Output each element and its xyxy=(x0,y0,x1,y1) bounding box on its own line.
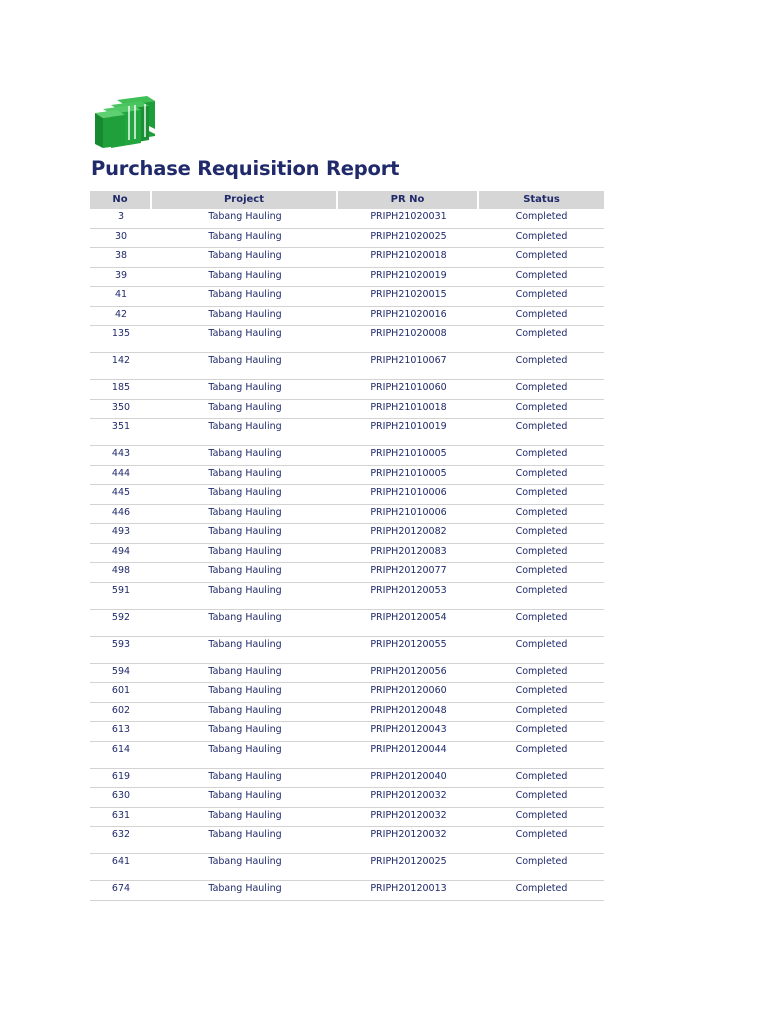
table-cell-no: 493 xyxy=(111,526,131,537)
table-cell-project: Tabang Hauling xyxy=(208,856,282,867)
table-cell-no: 630 xyxy=(111,790,131,801)
table-row xyxy=(90,664,604,684)
table-cell-no: 601 xyxy=(111,685,131,696)
table-cell-pr-no: PRIPH20120082 xyxy=(370,526,447,537)
table-cell-pr-no: PRIPH20120054 xyxy=(370,611,447,623)
table-row xyxy=(90,326,604,353)
table-cell-pr-no: PRIPH20120060 xyxy=(370,685,447,696)
table-cell-project: Tabang Hauling xyxy=(208,421,282,432)
table-cell-pr-no: PRIPH21020031 xyxy=(370,211,447,222)
table-cell-status: Completed xyxy=(515,611,568,623)
table-row xyxy=(90,808,604,828)
table-cell-no: 592 xyxy=(111,611,131,623)
table-row xyxy=(90,307,604,327)
table-cell-pr-no: PRIPH20120025 xyxy=(370,856,447,867)
table-cell-project: Tabang Hauling xyxy=(208,829,282,840)
column-header-no: No xyxy=(90,191,152,209)
column-header-status: Status xyxy=(479,191,604,209)
table-row xyxy=(90,769,604,789)
table-cell-no: 641 xyxy=(111,856,131,867)
table-cell-pr-no: PRIPH20120032 xyxy=(370,809,447,821)
table-cell-pr-no: PRIPH20120053 xyxy=(370,584,447,596)
table-cell-project: Tabang Hauling xyxy=(208,269,282,281)
table-cell-status: Completed xyxy=(515,328,568,339)
table-cell-no: 602 xyxy=(111,704,131,716)
table-cell-status: Completed xyxy=(515,250,568,261)
table-cell-project: Tabang Hauling xyxy=(208,401,282,413)
table-cell-pr-no: PRIPH20120048 xyxy=(370,704,447,716)
table-cell-pr-no: PRIPH20120032 xyxy=(370,829,447,840)
table-row xyxy=(90,505,604,525)
table-cell-no: 30 xyxy=(114,230,128,242)
table-cell-project: Tabang Hauling xyxy=(208,809,282,821)
table-cell-no: 185 xyxy=(111,382,131,393)
table-cell-project: Tabang Hauling xyxy=(208,790,282,801)
table-cell-project: Tabang Hauling xyxy=(208,704,282,716)
table-cell-status: Completed xyxy=(515,269,568,281)
table-cell-status: Completed xyxy=(515,467,568,479)
table-row xyxy=(90,583,604,610)
table-cell-no: 674 xyxy=(111,883,131,894)
table-cell-no: 42 xyxy=(114,308,128,320)
table-cell-status: Completed xyxy=(515,230,568,242)
table-cell-no: 445 xyxy=(111,487,131,498)
table-row xyxy=(90,466,604,486)
table-cell-no: 39 xyxy=(114,269,128,281)
table-cell-no: 613 xyxy=(111,724,131,735)
table-cell-pr-no: PRIPH20120055 xyxy=(370,638,447,650)
table-row xyxy=(90,248,604,268)
table-cell-no: 614 xyxy=(111,743,131,755)
table-cell-pr-no: PRIPH21010006 xyxy=(370,487,447,498)
table-header xyxy=(90,191,604,209)
table-cell-no: 446 xyxy=(111,506,131,518)
table-row xyxy=(90,827,604,854)
table-cell-pr-no: PRIPH21010005 xyxy=(370,448,447,459)
company-logo-icon xyxy=(95,96,157,148)
table-cell-project: Tabang Hauling xyxy=(208,638,282,650)
table-cell-pr-no: PRIPH21010018 xyxy=(370,401,447,413)
table-cell-project: Tabang Hauling xyxy=(208,250,282,261)
table-cell-status: Completed xyxy=(515,289,568,300)
table-cell-pr-no: PRIPH21020025 xyxy=(370,230,447,242)
table-row xyxy=(90,209,604,229)
table-cell-project: Tabang Hauling xyxy=(208,584,282,596)
table-cell-project: Tabang Hauling xyxy=(208,487,282,498)
table-cell-no: 350 xyxy=(111,401,131,413)
table-cell-project: Tabang Hauling xyxy=(208,308,282,320)
table-cell-pr-no: PRIPH21010019 xyxy=(370,421,447,432)
table-cell-status: Completed xyxy=(515,401,568,413)
table-cell-pr-no: PRIPH21010060 xyxy=(370,382,447,393)
table-cell-no: 444 xyxy=(111,467,131,479)
table-row xyxy=(90,268,604,288)
table-cell-status: Completed xyxy=(515,211,568,222)
table-cell-status: Completed xyxy=(515,809,568,821)
table-cell-pr-no: PRIPH21010067 xyxy=(370,355,447,366)
table-cell-pr-no: PRIPH20120077 xyxy=(370,565,447,576)
table-cell-no: 619 xyxy=(111,770,131,782)
table-cell-no: 135 xyxy=(111,328,131,339)
table-cell-status: Completed xyxy=(515,545,568,557)
table-cell-no: 591 xyxy=(111,584,131,596)
table-cell-status: Completed xyxy=(515,883,568,894)
table-cell-status: Completed xyxy=(515,704,568,716)
table-cell-status: Completed xyxy=(515,829,568,840)
table-cell-project: Tabang Hauling xyxy=(208,289,282,300)
table-row xyxy=(90,610,604,637)
table-cell-status: Completed xyxy=(515,355,568,366)
table-cell-project: Tabang Hauling xyxy=(208,545,282,557)
table-cell-status: Completed xyxy=(515,665,568,677)
table-cell-project: Tabang Hauling xyxy=(208,211,282,222)
table-cell-pr-no: PRIPH20120040 xyxy=(370,770,447,782)
table-row xyxy=(90,400,604,420)
table-cell-project: Tabang Hauling xyxy=(208,467,282,479)
table-cell-project: Tabang Hauling xyxy=(208,506,282,518)
column-header-pr-no: PR No xyxy=(338,191,479,209)
table-cell-pr-no: PRIPH20120083 xyxy=(370,545,447,557)
table-cell-no: 632 xyxy=(111,829,131,840)
table-row xyxy=(90,563,604,583)
table-cell-no: 351 xyxy=(111,421,131,432)
table-cell-no: 142 xyxy=(111,355,131,366)
table-cell-status: Completed xyxy=(515,584,568,596)
table-cell-pr-no: PRIPH21020016 xyxy=(370,308,447,320)
table-row xyxy=(90,287,604,307)
table-body xyxy=(90,209,604,901)
table-cell-project: Tabang Hauling xyxy=(208,565,282,576)
table-cell-pr-no: PRIPH21020008 xyxy=(370,328,447,339)
table-cell-pr-no: PRIPH21020018 xyxy=(370,250,447,261)
table-cell-pr-no: PRIPH21020015 xyxy=(370,289,447,300)
table-cell-project: Tabang Hauling xyxy=(208,883,282,894)
table-cell-status: Completed xyxy=(515,770,568,782)
table-cell-pr-no: PRIPH20120043 xyxy=(370,724,447,735)
table-row xyxy=(90,353,604,380)
table-cell-status: Completed xyxy=(515,487,568,498)
table-cell-no: 498 xyxy=(111,565,131,576)
table-cell-project: Tabang Hauling xyxy=(208,685,282,696)
table-cell-status: Completed xyxy=(515,856,568,867)
table-cell-project: Tabang Hauling xyxy=(208,665,282,677)
report-title: Purchase Requisition Report xyxy=(91,157,400,180)
table-row xyxy=(90,524,604,544)
column-header-project: Project xyxy=(152,191,338,209)
table-row xyxy=(90,380,604,400)
table-cell-status: Completed xyxy=(515,448,568,459)
table-row xyxy=(90,637,604,664)
table-cell-project: Tabang Hauling xyxy=(208,526,282,537)
table-cell-status: Completed xyxy=(515,526,568,537)
table-cell-status: Completed xyxy=(515,506,568,518)
table-row xyxy=(90,229,604,249)
table-cell-no: 38 xyxy=(114,250,128,261)
table-cell-status: Completed xyxy=(515,743,568,755)
table-row xyxy=(90,446,604,466)
table-cell-status: Completed xyxy=(515,790,568,801)
table-row xyxy=(90,854,604,881)
table-cell-pr-no: PRIPH21010006 xyxy=(370,506,447,518)
table-row xyxy=(90,683,604,703)
requisition-table xyxy=(90,191,604,901)
table-cell-project: Tabang Hauling xyxy=(208,230,282,242)
table-row xyxy=(90,485,604,505)
table-cell-no: 41 xyxy=(114,289,128,300)
table-row xyxy=(90,722,604,742)
table-cell-pr-no: PRIPH20120044 xyxy=(370,743,447,755)
table-row xyxy=(90,419,604,446)
table-row xyxy=(90,881,604,901)
table-cell-project: Tabang Hauling xyxy=(208,328,282,339)
table-cell-no: 594 xyxy=(111,665,131,677)
table-cell-pr-no: PRIPH20120056 xyxy=(370,665,447,677)
table-row xyxy=(90,788,604,808)
table-cell-status: Completed xyxy=(515,565,568,576)
table-cell-status: Completed xyxy=(515,638,568,650)
table-cell-pr-no: PRIPH21010005 xyxy=(370,467,447,479)
table-cell-project: Tabang Hauling xyxy=(208,611,282,623)
table-cell-status: Completed xyxy=(515,685,568,696)
table-cell-no: 443 xyxy=(111,448,131,459)
table-cell-status: Completed xyxy=(515,724,568,735)
table-cell-pr-no: PRIPH20120032 xyxy=(370,790,447,801)
table-row xyxy=(90,544,604,564)
table-cell-project: Tabang Hauling xyxy=(208,448,282,459)
table-cell-project: Tabang Hauling xyxy=(208,743,282,755)
table-cell-status: Completed xyxy=(515,421,568,432)
table-cell-project: Tabang Hauling xyxy=(208,355,282,366)
table-cell-status: Completed xyxy=(515,308,568,320)
table-cell-pr-no: PRIPH21020019 xyxy=(370,269,447,281)
table-cell-no: 631 xyxy=(111,809,131,821)
table-cell-project: Tabang Hauling xyxy=(208,382,282,393)
table-cell-status: Completed xyxy=(515,382,568,393)
table-cell-pr-no: PRIPH20120013 xyxy=(370,883,447,894)
table-row xyxy=(90,742,604,769)
table-cell-project: Tabang Hauling xyxy=(208,724,282,735)
table-cell-no: 494 xyxy=(111,545,131,557)
table-cell-no: 3 xyxy=(117,211,125,222)
table-cell-project: Tabang Hauling xyxy=(208,770,282,782)
table-row xyxy=(90,703,604,723)
table-cell-no: 593 xyxy=(111,638,131,650)
